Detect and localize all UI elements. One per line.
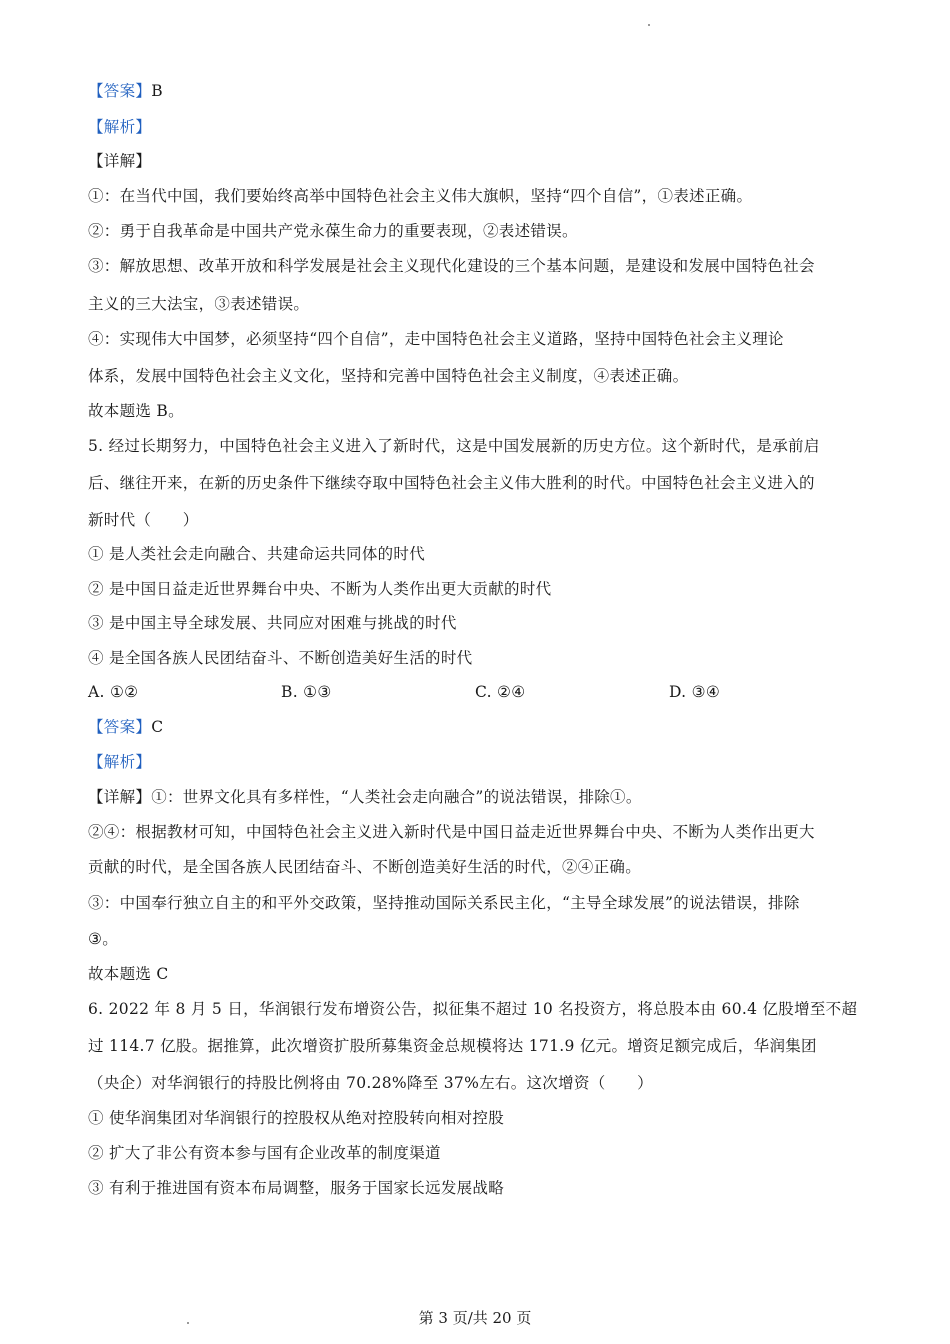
q4-detail-line: ④：实现伟大中国梦，必须坚持“四个自信”，走中国特色社会主义道路，坚持中国特色社会主义理论 — [88, 330, 784, 348]
q5-answer-line — [88, 717, 868, 737]
q4-detail-line: 主义的三大法宝，③表述错误。 — [88, 295, 310, 313]
q6-stem-line: 过 114.7 亿股。据推算，此次增资扩股所募集资金总规模将达 171.9 亿元。增资足额完成后，华润集团 — [88, 1037, 817, 1055]
q5-detail-first: 【详解】①：世界文化具有多样性，“人类社会走向融合”的说法错误，排除①。 — [88, 788, 642, 806]
q5-detail-line: ③：中国奉行独立自主的和平外交政策，坚持推动国际关系民主化，“主导全球发展”的说法错误，排除 — [88, 894, 800, 912]
detail-tag: 【详解】 — [88, 788, 152, 806]
q4-detail-line: ③：解放思想、改革开放和科学发展是社会主义现代化建设的三个基本问题，是建设和发展中国特色社会 — [88, 257, 815, 275]
answer-value: B — [151, 82, 163, 100]
q5-analysis-tag: 【解析】 — [88, 753, 152, 771]
q4-detail-line: ①：在当代中国，我们要始终高举中国特色社会主义伟大旗帜，坚持“四个自信”，①表述正确。 — [88, 187, 753, 205]
q5-statement: ① 是人类社会走向融合、共建命运共同体的时代 — [88, 545, 426, 563]
answer-value: C — [151, 718, 164, 736]
q5-statement: ④ 是全国各族人民团结奋斗、不断创造美好生活的时代 — [88, 649, 473, 667]
option-c: C. ②④ — [475, 683, 526, 701]
q5-detail-line: ②④：根据教材可知，中国特色社会主义进入新时代是中国日益走近世界舞台中央、不断为人类作出更大 — [88, 823, 815, 841]
q4-detail-line: 体系，发展中国特色社会主义文化，坚持和完善中国特色社会主义制度，④表述正确。 — [88, 367, 689, 385]
page-footer: 第 3 页/共 20 页 — [418, 1309, 532, 1327]
option-a: A. ①② — [88, 683, 139, 701]
q5-conclusion: 故本题选 C — [88, 965, 169, 983]
q5-stem-line: 后、继往开来，在新的历史条件下继续夺取中国特色社会主义伟大胜利的时代。中国特色社会主义进入的 — [88, 474, 815, 492]
answer-tag: 【答案】 — [88, 718, 152, 736]
q4-detail-line: ②：勇于自我革命是中国共产党永葆生命力的重要表现，②表述错误。 — [88, 222, 578, 240]
q5-detail-line: ③。 — [88, 930, 118, 948]
q4-analysis-tag: 【解析】 — [88, 118, 152, 136]
q6-statement: ③ 有利于推进国有资本布局调整，服务于国家长远发展战略 — [88, 1179, 505, 1197]
q4-conclusion: 故本题选 B。 — [88, 402, 184, 420]
q5-detail-line: 贡献的时代，是全国各族人民团结奋斗、不断创造美好生活的时代，②④正确。 — [88, 858, 642, 876]
q4-answer-line — [88, 81, 868, 101]
q5-stem-line: 5. 经过长期努力，中国特色社会主义进入了新时代，这是中国发展新的历史方位。这个新时代，是承前启 — [88, 437, 820, 455]
answer-tag: 【答案】 — [88, 82, 152, 100]
q5-statement: ③ 是中国主导全球发展、共同应对困难与挑战的时代 — [88, 614, 457, 632]
q6-stem-line: 6. 2022 年 8 月 5 日，华润银行发布增资公告，拟征集不超过 10 名投资方，将总股本由 60.4 亿股增至不超 — [88, 1000, 858, 1018]
q5-stem-line: 新时代（ ） — [88, 511, 199, 529]
q6-statement: ② 扩大了非公有资本参与国有企业改革的制度渠道 — [88, 1144, 441, 1162]
q6-statement: ① 使华润集团对华润银行的控股权从绝对控股转向相对控股 — [88, 1109, 505, 1127]
q4-detail-tag: 【详解】 — [88, 152, 152, 170]
option-d: D. ③④ — [669, 683, 721, 701]
scan-speck — [187, 1322, 189, 1324]
scan-speck — [648, 24, 650, 26]
q6-stem-line: （央企）对华润银行的持股比例将由 70.28%降至 37%左右。这次增资（ ） — [88, 1074, 653, 1092]
option-b: B. ①③ — [281, 683, 332, 701]
q5-statement: ② 是中国日益走近世界舞台中央、不断为人类作出更大贡献的时代 — [88, 580, 552, 598]
